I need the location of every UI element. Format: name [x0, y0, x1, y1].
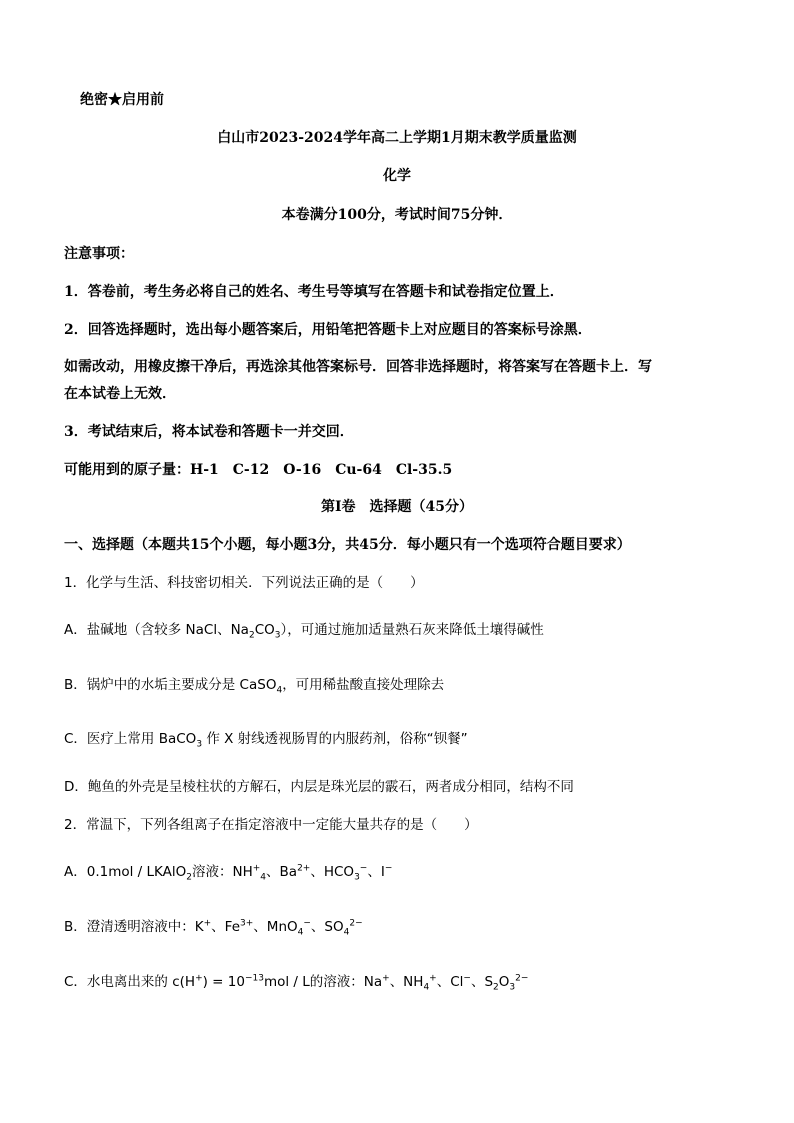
superscript: 3+ [240, 918, 254, 929]
superscript: 2− [515, 973, 529, 984]
superscript: −13 [244, 973, 264, 984]
superscript: 2− [349, 918, 363, 929]
note-item-3: 3．考试结束后，将本试卷和答题卡一并交回． [64, 424, 354, 440]
ion-nh4: 、NH [389, 974, 424, 990]
option-c-text-1: C．医疗上常用 BaCO [64, 731, 197, 747]
superscript: + [252, 863, 261, 874]
ion-s2o3: 、S [470, 974, 494, 990]
superscript: − [303, 918, 311, 929]
question-2-option-a [64, 862, 392, 882]
superscript: 2+ [297, 863, 311, 874]
subscript: 2 [248, 630, 255, 641]
ion-so4: 、SO [310, 919, 344, 935]
ion-i: 、I [367, 864, 385, 880]
subscript: 3 [509, 982, 516, 993]
subscript: 4 [260, 872, 267, 883]
subscript: 3 [354, 872, 360, 883]
option-b-text-2: ，可用稀盐酸直接处理除去 [282, 677, 445, 693]
subscript: 3 [196, 739, 203, 750]
subscript: 2 [186, 872, 192, 883]
subject-title: 化学 [383, 168, 411, 184]
ion-s2o3-o: O [498, 974, 510, 990]
atomic-mass-info: 可能用到的原子量：H-1 C-12 O-16 Cu-64 Cl-35.5 [64, 462, 453, 478]
section-heading: 一、选择题（本题共15个小题，每小题3分，共45分．每小题只有一个选项符合题目要求） [64, 537, 631, 553]
option-b-text-1: B．锅炉中的水垢主要成分是 CaSO [64, 677, 277, 693]
superscript: − [359, 863, 368, 874]
superscript: + [429, 973, 437, 984]
notes-heading: 注意事项： [64, 246, 134, 262]
option-c-text-2: ) = 10 [202, 974, 245, 990]
option-c-text-1: C．水电离出来的 c(H [64, 974, 196, 990]
question-1-option-a [64, 620, 544, 640]
question-2-option-b [64, 917, 363, 937]
note-item-2-continued-line1: 如需改动，用橡皮擦干净后，再选涂其他答案标号．回答非选择题时，将答案写在答题卡上．写 [64, 359, 652, 375]
subscript: 4 [423, 982, 430, 993]
subscript: 3 [274, 630, 281, 641]
note-item-2: 2．回答选择题时，选出每小题答案后，用铅笔把答题卡上对应题目的答案标号涂黑． [64, 322, 592, 338]
ion-cl: 、Cl [436, 974, 464, 990]
ion-mno4: 、MnO [253, 919, 298, 935]
superscript: + [382, 973, 390, 984]
subscript: 4 [276, 685, 283, 696]
subscript: 2 [493, 982, 499, 993]
option-a-text-2: 溶液：NH [191, 864, 253, 880]
option-c-text-2: 作 X 射线透视肠胃的内服药剂，俗称“钡餐” [202, 731, 468, 747]
subscript: 4 [297, 927, 304, 938]
ion-fe: 、Fe [211, 919, 241, 935]
ion-ba: 、Ba [266, 864, 298, 880]
score-info: 本卷满分100分，考试时间75分钟． [281, 207, 513, 223]
superscript: + [195, 973, 203, 984]
ion-hco3: 、HCO [310, 864, 355, 880]
subscript: 4 [343, 927, 350, 938]
question-2-option-c [64, 972, 528, 992]
note-item-1: 1．答卷前，考生务必将自己的姓名、考生号等填写在答题卡和试卷指定位置上． [64, 284, 564, 300]
question-1-option-c [64, 729, 468, 749]
confidential-mark: 绝密★启用前 [80, 92, 164, 108]
option-a-text-2: CO [254, 622, 275, 638]
superscript: − [463, 973, 471, 984]
option-c-text-3: mol / L的溶液：Na [263, 974, 383, 990]
option-a-text-1: A．0.1mol / LKAlO [64, 864, 187, 880]
question-1-option-d: D．鲍鱼的外壳是呈棱柱状的方解石，内层是珠光层的霰石，两者成分相同，结构不同 [64, 779, 574, 795]
option-b-text-1: B．澄清透明溶液中：K [64, 919, 204, 935]
option-a-text-1: A．盐碱地（含较多 NaCl、Na [64, 622, 249, 638]
superscript: + [203, 918, 212, 929]
question-1-option-b [64, 675, 444, 695]
superscript: − [384, 863, 393, 874]
question-2-stem: 2．常温下，下列各组离子在指定溶液中一定能大量共存的是（ ） [64, 817, 478, 833]
part-title: 第Ⅰ卷 选择题（45分） [320, 499, 474, 515]
note-item-2-continued-line2: 在本试卷上无效． [64, 386, 176, 402]
question-1-stem: 1．化学与生活、科技密切相关．下列说法正确的是（ ） [64, 575, 424, 591]
option-a-text-3: ），可通过施加适量熟石灰来降低土壤得碱性 [280, 622, 544, 638]
exam-title: 白山市2023-2024学年高二上学期1月期末教学质量监测 [217, 130, 577, 146]
